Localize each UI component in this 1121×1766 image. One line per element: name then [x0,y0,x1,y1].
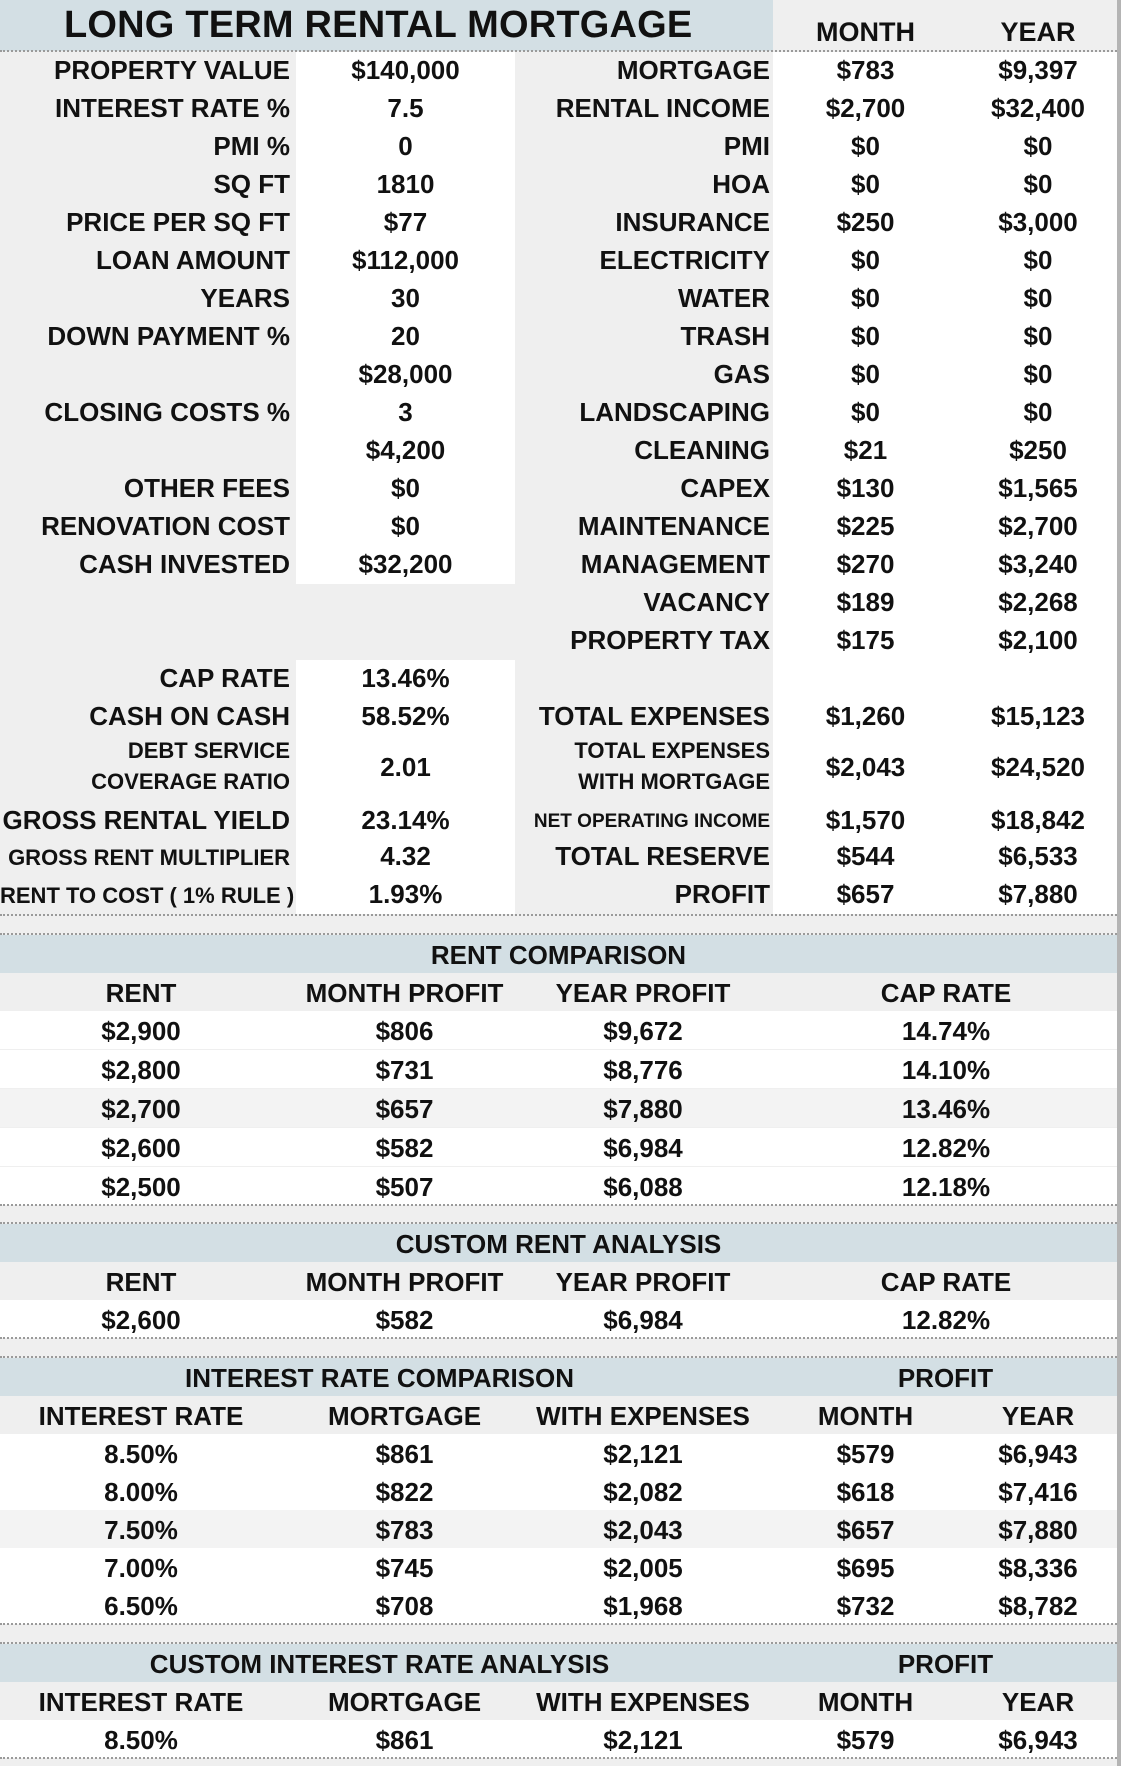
input-label: CLOSING COSTS % [44,397,290,427]
input-label: YEARS [200,283,290,313]
input-trash[interactable]: $0 [851,321,880,351]
input-label: PRICE PER SQ FT [66,207,290,237]
cell: 8.00% [104,1477,178,1507]
table-row [0,1011,1117,1049]
expense-label: HOA [712,169,770,199]
divider [0,1204,1117,1206]
cell: $708 [375,1591,434,1621]
table-row [0,1128,1117,1166]
metric-gross-rental-yield: 23.14% [361,805,450,835]
input-pmi[interactable]: 0 [398,131,413,161]
profit-month: $657 [836,879,895,909]
total-month: $2,043 [825,752,906,782]
expense-year: $3,240 [998,549,1078,579]
cell: $1,968 [603,1591,683,1621]
total-year: $15,123 [991,701,1085,731]
expense-label: PROPERTY TAX [570,625,770,655]
cell: $2,121 [603,1439,683,1469]
value-cash-invested: $32,200 [358,549,453,579]
expense-year: $0 [1023,321,1053,351]
input-electricity[interactable]: $0 [851,245,880,275]
expense-label: MANAGEMENT [580,549,770,579]
cell: $582 [375,1305,434,1335]
table-row [0,1586,1117,1624]
input-landscaping[interactable]: $0 [851,397,880,427]
table-row [0,1300,1117,1338]
cell: $2,500 [101,1172,181,1202]
cell: $745 [375,1553,434,1583]
input-label [0,431,290,469]
input-hoa[interactable]: $0 [851,169,880,199]
column-header: WITH EXPENSES [536,1401,750,1431]
input-label: SQ FT [213,169,290,199]
table-row [0,1548,1117,1586]
input-rental-income[interactable]: $2,700 [825,93,906,123]
cell: 12.82% [901,1305,991,1335]
cell: $2,005 [603,1553,683,1583]
expense-year: $9,397 [998,55,1078,85]
table-row-highlighted [0,1510,1117,1548]
input-label: PMI % [213,131,290,161]
expense-year: $2,700 [998,511,1078,541]
section-title [0,1224,1117,1262]
expense-label: CAPEX [680,473,770,503]
profit-group-label: PROFIT [897,1363,994,1393]
vertical-scrollbar[interactable] [1117,0,1121,1766]
metric-label: CASH ON CASH [89,701,290,731]
input-gas[interactable]: $0 [851,359,880,389]
input-years[interactable]: 30 [391,283,420,313]
cell: $6,943 [998,1439,1078,1469]
cell: 12.82% [901,1133,991,1163]
column-header: YEAR [1001,1687,1075,1717]
divider [0,1337,1117,1339]
cell: 12.18% [901,1172,991,1202]
metric-label: RENT TO COST ( 1% RULE ) [0,883,295,908]
value-price-per-sqft: $77 [383,207,428,237]
cell: 7.50% [104,1515,178,1545]
total-month: $544 [836,841,895,871]
total-label: TOTAL EXPENSES [574,738,770,763]
column-header: WITH EXPENSES [536,1687,750,1717]
cell: $783 [375,1515,434,1545]
cell: 8.50% [104,1439,178,1469]
input-water[interactable]: $0 [851,283,880,313]
cell: $861 [375,1439,434,1469]
profit-group-label: PROFIT [897,1649,994,1679]
column-header: MONTH PROFIT [305,978,504,1008]
cell: $7,416 [998,1477,1078,1507]
cell: $7,880 [603,1094,683,1124]
input-label: DOWN PAYMENT % [47,321,290,351]
cell: $579 [836,1725,895,1755]
input-property-value[interactable]: $140,000 [351,55,460,85]
column-header: MORTGAGE [327,1401,482,1431]
input-label: RENOVATION COST [41,511,290,541]
input-label: OTHER FEES [123,473,290,503]
table-row [0,1472,1117,1510]
expense-year: $0 [1023,169,1053,199]
page-title: LONG TERM RENTAL MORTGAGE [64,4,693,46]
column-header: CAP RATE [880,1267,1012,1297]
metric-label: GROSS RENTAL YIELD [2,805,290,835]
expense-year: $0 [1023,131,1053,161]
section-title [0,935,1117,973]
table-header [0,1396,1117,1434]
expense-label: RENTAL INCOME [555,93,770,123]
expense-label: WATER [678,283,770,313]
cell: $695 [836,1553,895,1583]
cell: $731 [375,1055,434,1085]
total-year: $24,520 [991,752,1085,782]
expense-year: $0 [1023,283,1053,313]
divider [0,1757,1117,1759]
column-header: INTEREST RATE [38,1687,244,1717]
input-property-tax[interactable]: $175 [836,625,895,655]
cell: $806 [375,1016,434,1046]
cell: $657 [836,1515,895,1545]
cell: 7.00% [104,1553,178,1583]
cell: $579 [836,1439,895,1469]
metric-rent-to-cost: 1.93% [368,879,443,909]
cell: $7,880 [998,1515,1078,1545]
input-down-payment[interactable]: 20 [391,321,420,351]
rent-comparison-title: RENT COMPARISON [430,940,687,970]
total-label: TOTAL RESERVE [555,841,770,871]
custom-interest-input[interactable]: 8.50% [104,1725,178,1755]
metric-gross-rent-multiplier: 4.32 [380,841,431,871]
cell: $2,600 [101,1133,181,1163]
expense-year: $0 [1023,245,1053,275]
expense-month: $189 [836,587,895,617]
column-header: MONTH [817,1687,914,1717]
cell: $8,776 [603,1055,683,1085]
divider [0,1623,1117,1625]
expense-label: MORTGAGE [616,55,770,85]
cell: $657 [375,1094,434,1124]
total-label-line2: WITH MORTGAGE [578,769,770,794]
input-label: LOAN AMOUNT [95,245,290,275]
header-month: MONTH [816,17,915,47]
expense-label: INSURANCE [615,207,770,237]
input-other-fees[interactable]: $0 [391,473,420,503]
expense-year: $0 [1023,359,1053,389]
cell: $822 [375,1477,434,1507]
table-row [0,1050,1117,1088]
metric-cash-on-cash: 58.52% [361,701,450,731]
metric-cap-rate: 13.46% [361,663,450,693]
column-header: YEAR [1001,1401,1075,1431]
cell: $9,672 [603,1016,683,1046]
metric-label: CAP RATE [159,663,290,693]
cell: $618 [836,1477,895,1507]
custom-rent-input[interactable]: $2,600 [101,1305,181,1335]
section-title [0,1358,1117,1396]
expense-month: $0 [851,131,880,161]
input-label [0,355,290,393]
input-sq-ft[interactable]: 1810 [376,169,435,199]
cell: $582 [375,1133,434,1163]
expense-month: $130 [836,473,895,503]
total-label: NET OPERATING INCOME [533,811,770,832]
cell: $2,800 [101,1055,181,1085]
metric-label: DEBT SERVICE [127,738,290,763]
expense-label: PMI [723,131,770,161]
expense-month: $225 [836,511,895,541]
header-year: YEAR [1000,17,1076,47]
cell: $732 [836,1591,895,1621]
input-insurance[interactable]: $250 [836,207,895,237]
expense-label: VACANCY [643,587,770,617]
divider [0,914,1117,916]
cell: 6.50% [104,1591,178,1621]
section-title [0,1644,1117,1682]
metric-label-line2: COVERAGE RATIO [91,769,290,794]
cell: $861 [375,1725,434,1755]
expense-year: $2,268 [998,587,1078,617]
table-row [0,1167,1117,1205]
expense-label: MAINTENANCE [577,511,770,541]
table-row [0,1720,1117,1758]
value-loan-amount: $112,000 [351,245,459,275]
expense-month: $270 [836,549,895,579]
expense-label: CLEANING [634,435,770,465]
expense-label: GAS [713,359,770,389]
cell: $8,782 [998,1591,1078,1621]
metric-dscr: 2.01 [380,752,431,782]
cell: $2,043 [603,1515,683,1545]
total-year: $6,533 [998,841,1078,871]
column-header: RENT [105,1267,177,1297]
profit-year: $7,880 [998,879,1078,909]
table-header [0,1262,1117,1300]
table-header [0,973,1117,1011]
column-header: RENT [105,978,177,1008]
column-header: MONTH PROFIT [305,1267,504,1297]
table-header [0,1682,1117,1720]
total-year: $18,842 [991,805,1085,835]
metric-label: GROSS RENT MULTIPLIER [8,845,290,870]
custom-rent-title: CUSTOM RENT ANALYSIS [395,1229,722,1259]
cell: $6,088 [603,1172,683,1202]
table-row-highlighted [0,1089,1117,1127]
column-header: INTEREST RATE [38,1401,244,1431]
total-month: $1,570 [825,805,906,835]
total-label: TOTAL EXPENSES [538,701,770,731]
cell: 14.74% [901,1016,991,1046]
table-row [0,1434,1117,1472]
column-header: YEAR PROFIT [555,978,731,1008]
column-header: CAP RATE [880,978,1012,1008]
cell: $507 [375,1172,434,1202]
expense-label: TRASH [680,321,770,351]
cell: $8,336 [998,1553,1078,1583]
column-header: MORTGAGE [327,1687,482,1717]
total-label: PROFIT [674,879,770,909]
cell: $2,121 [603,1725,683,1755]
input-renovation-cost[interactable]: $0 [391,511,420,541]
input-interest-rate[interactable]: 7.5 [387,93,424,123]
value-closing-costs-amount: $4,200 [365,435,446,465]
expense-year: $32,400 [991,93,1085,123]
value-down-payment-amount: $28,000 [358,359,453,389]
input-label: INTEREST RATE % [55,93,290,123]
expense-year: $1,565 [998,473,1078,503]
cell: $6,984 [603,1133,683,1163]
column-header: MONTH [817,1401,914,1431]
cell: $6,943 [998,1725,1078,1755]
expense-month: $21 [843,435,888,465]
input-label: PROPERTY VALUE [54,55,290,85]
expense-year: $3,000 [998,207,1078,237]
expense-label: ELECTRICITY [599,245,770,275]
total-month: $1,260 [825,701,906,731]
expense-year: $2,100 [998,625,1078,655]
expense-label: LANDSCAPING [579,397,770,427]
expense-year: $0 [1023,397,1053,427]
interest-comparison-title: INTEREST RATE COMPARISON [184,1363,575,1393]
cell: $2,900 [101,1016,181,1046]
input-cleaning-year[interactable]: $250 [1009,435,1067,465]
cell: $2,700 [101,1094,181,1124]
input-closing-costs[interactable]: 3 [398,397,413,427]
cell: $6,984 [603,1305,683,1335]
cell: 14.10% [901,1055,991,1085]
custom-interest-title: CUSTOM INTEREST RATE ANALYSIS [149,1649,610,1679]
cell: $2,082 [603,1477,683,1507]
cell: 13.46% [901,1094,991,1124]
input-label: CASH INVESTED [79,549,290,579]
column-header: YEAR PROFIT [555,1267,731,1297]
expense-month: $783 [836,55,895,85]
